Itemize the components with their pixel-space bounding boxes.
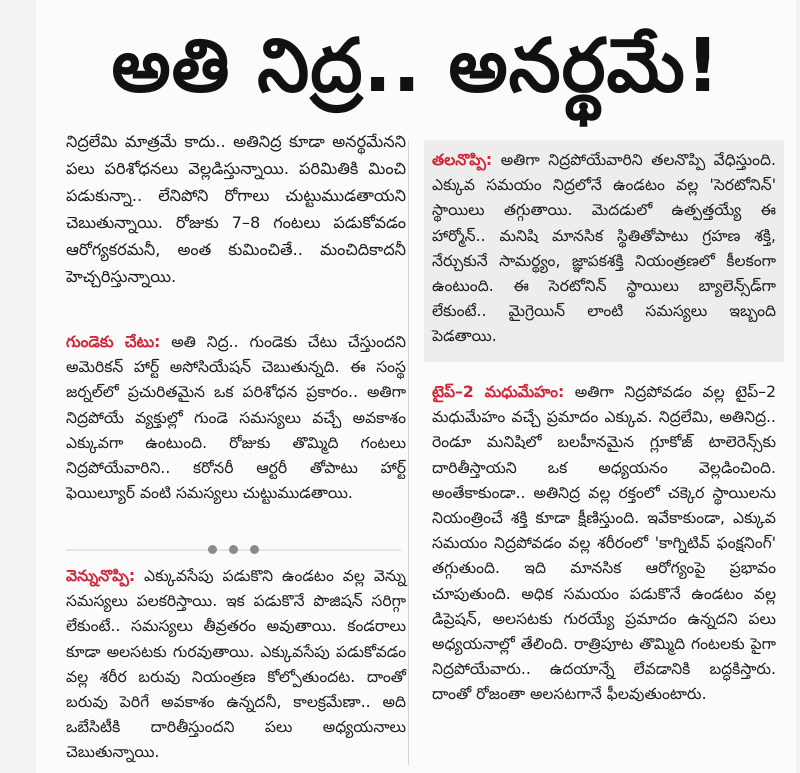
backpain-paragraph	[66, 564, 406, 766]
backpain-body: ఎక్కువసేపు పడుకొని ఉండటం వల్ల వెన్ను సమస్యలు పలకరిస్తాయి. ఇక పడుకొనే పొజిషన్ సరిగ్గా లేకుంటే.. సమస్యలు తీవ్రతరం అవుతాయి. కండరాలు కూడా అలసటకు గురవుతాయి. ఎక్కువసేపు పడుకోవడం వల్ల శరీర బరువు నియంత్రణ కోల్పోతుందట. దాంతో బరువు పెరిగే అవకాశం ఉన్నదనీ, కాలక్రమేణా.. అది ఒబేసిటీకి దారితీస్తుందని పలు అధ్యయనాలు చెబుతున్నాయి.	[66, 567, 406, 762]
heart-body: అతి నిద్ర.. గుండెకు చేటు చేస్తుందని అమెరికన్ హార్ట్ అసోసియేషన్ చెబుతున్నది. ఈ సంస్థ జర్నల్‌లో ప్రచురితమైన ఒక పరిశోధన ప్రకారం.. అతిగా నిద్రపోయే వ్యక్తుల్లో గుండె సమస్యలు వచ్చే అవకాశం ఎక్కువగా ఉంటుంది. రోజుకు తొమ్మిది గంటలు నిద్రపోయేవారిని.. కరోనరీ ఆర్టరీ తోపాటు హార్ట్ ఫెయిల్యూర్ వంటి సమస్యలు చుట్టుముడతాయి.	[66, 333, 406, 503]
headache-section	[432, 148, 776, 350]
heart-paragraph	[66, 330, 406, 506]
diabetes-body: అతిగా నిద్రపోవడం వల్ల టైప్‌–2 మధుమేహం వచ్చే ప్రమాదం ఎక్కువ. నిద్రలేమి, అతినిద్ర.. రెండూ మనిషిలో బలహీనమైన గ్లూకోజ్ టాలెరెన్స్‌కు దారితీస్తాయని ఒక అధ్యయనం వెల్లడించింది. అంతేకాకుండా.. అతినిద్ర వల్ల రక్తంలో చక్కెర స్థాయిలను నియంత్రించే శక్తి కూడా క్షీణిస్తుంది. ఇవేకాకుండా, ఎక్కువ సమయం నిద్రపోవడం వల్ల శరీరంలో 'కాగ్నిటివ్ ఫంక్షనింగ్' తగ్గుతుంది. ఇది మానసిక ఆరోగ్యంపై ప్రభావం చూపుతుంది. అధిక సమయం పడుకొనే ఉండటం వల్ల డిప్రెషన్, అలసటకు గురయ్యే ప్రమాదం ఉన్నదని పలు అధ్యయనాల్లో తేలింది. రాత్రిపూట తొమ్మిది గంటలకు పైగా నిద్రపోయేవారు.. ఉదయాన్నే లేవడానికి బద్ధకిస్తారు. దాంతో రోజంతా అలసటగానే ఫీలవుతుంటారు.	[432, 383, 776, 704]
newspaper-page	[36, 0, 796, 773]
diabetes-heading: టైప్‌–2 మధుమేహం:	[432, 383, 565, 401]
heart-section	[66, 330, 406, 506]
divider-dots-left	[66, 545, 401, 555]
diabetes-paragraph	[432, 380, 776, 708]
heart-heading: గుండెకు చేటు:	[66, 333, 161, 351]
headache-body: అతిగా నిద్రపోయేవారిని తలనొప్పి వేధిస్తుంది. ఎక్కువ సమయం నిద్రలోనే ఉండటం వల్ల 'సెరటోనిన్' స్థాయిలు తగ్గుతాయి. మెదడులో ఉత్పత్తయ్యే ఈ హార్మోన్.. మనిషి మానసిక స్థితితోపాటు గ్రహణ శక్తి, నేర్చుకునే సామర్థ్యం, జ్ఞాపకశక్తి నియంత్రణలో కీలకంగా ఉంటుంది. ఈ సెరటోనిన్ స్థాయిలు బ్యాలెన్స్‌డ్‌గా లేకుంటే.. మైగ్రెయిన్ లాంటి సమస్యలు ఇబ్బంది పెడతాయి.	[432, 151, 776, 346]
intro-paragraph: నిద్రలేమి మాత్రమే కాదు.. అతినిద్ర కూడా అనర్థమేనని పలు పరిశోధనలు వెల్లడిస్తున్నాయి. పరిమితికి మించి పడుకున్నా.. లేనిపోని రోగాలు చుట్టుముడతాయని చెబుతున్నాయి. రోజుకు 7–8 గంటలు పడుకోవడం ఆరోగ్యకరమనీ, అంత కుమించితే.. మంచిదికాదనీ హెచ్చరిస్తున్నాయి.	[66, 132, 406, 286]
article-headline: అతి నిద్ర.. అనర్థమే!	[111, 23, 721, 109]
headache-paragraph	[432, 148, 776, 350]
diabetes-section	[432, 380, 776, 708]
backpain-section	[66, 564, 406, 766]
headache-heading: తలనొప్పి:	[432, 151, 493, 169]
intro-column	[66, 128, 406, 290]
backpain-heading: వెన్నునొప్పి:	[66, 567, 136, 585]
divider-dot	[229, 545, 238, 554]
divider-dot	[208, 545, 217, 554]
divider-dot	[250, 545, 259, 554]
column-rule	[408, 140, 409, 765]
